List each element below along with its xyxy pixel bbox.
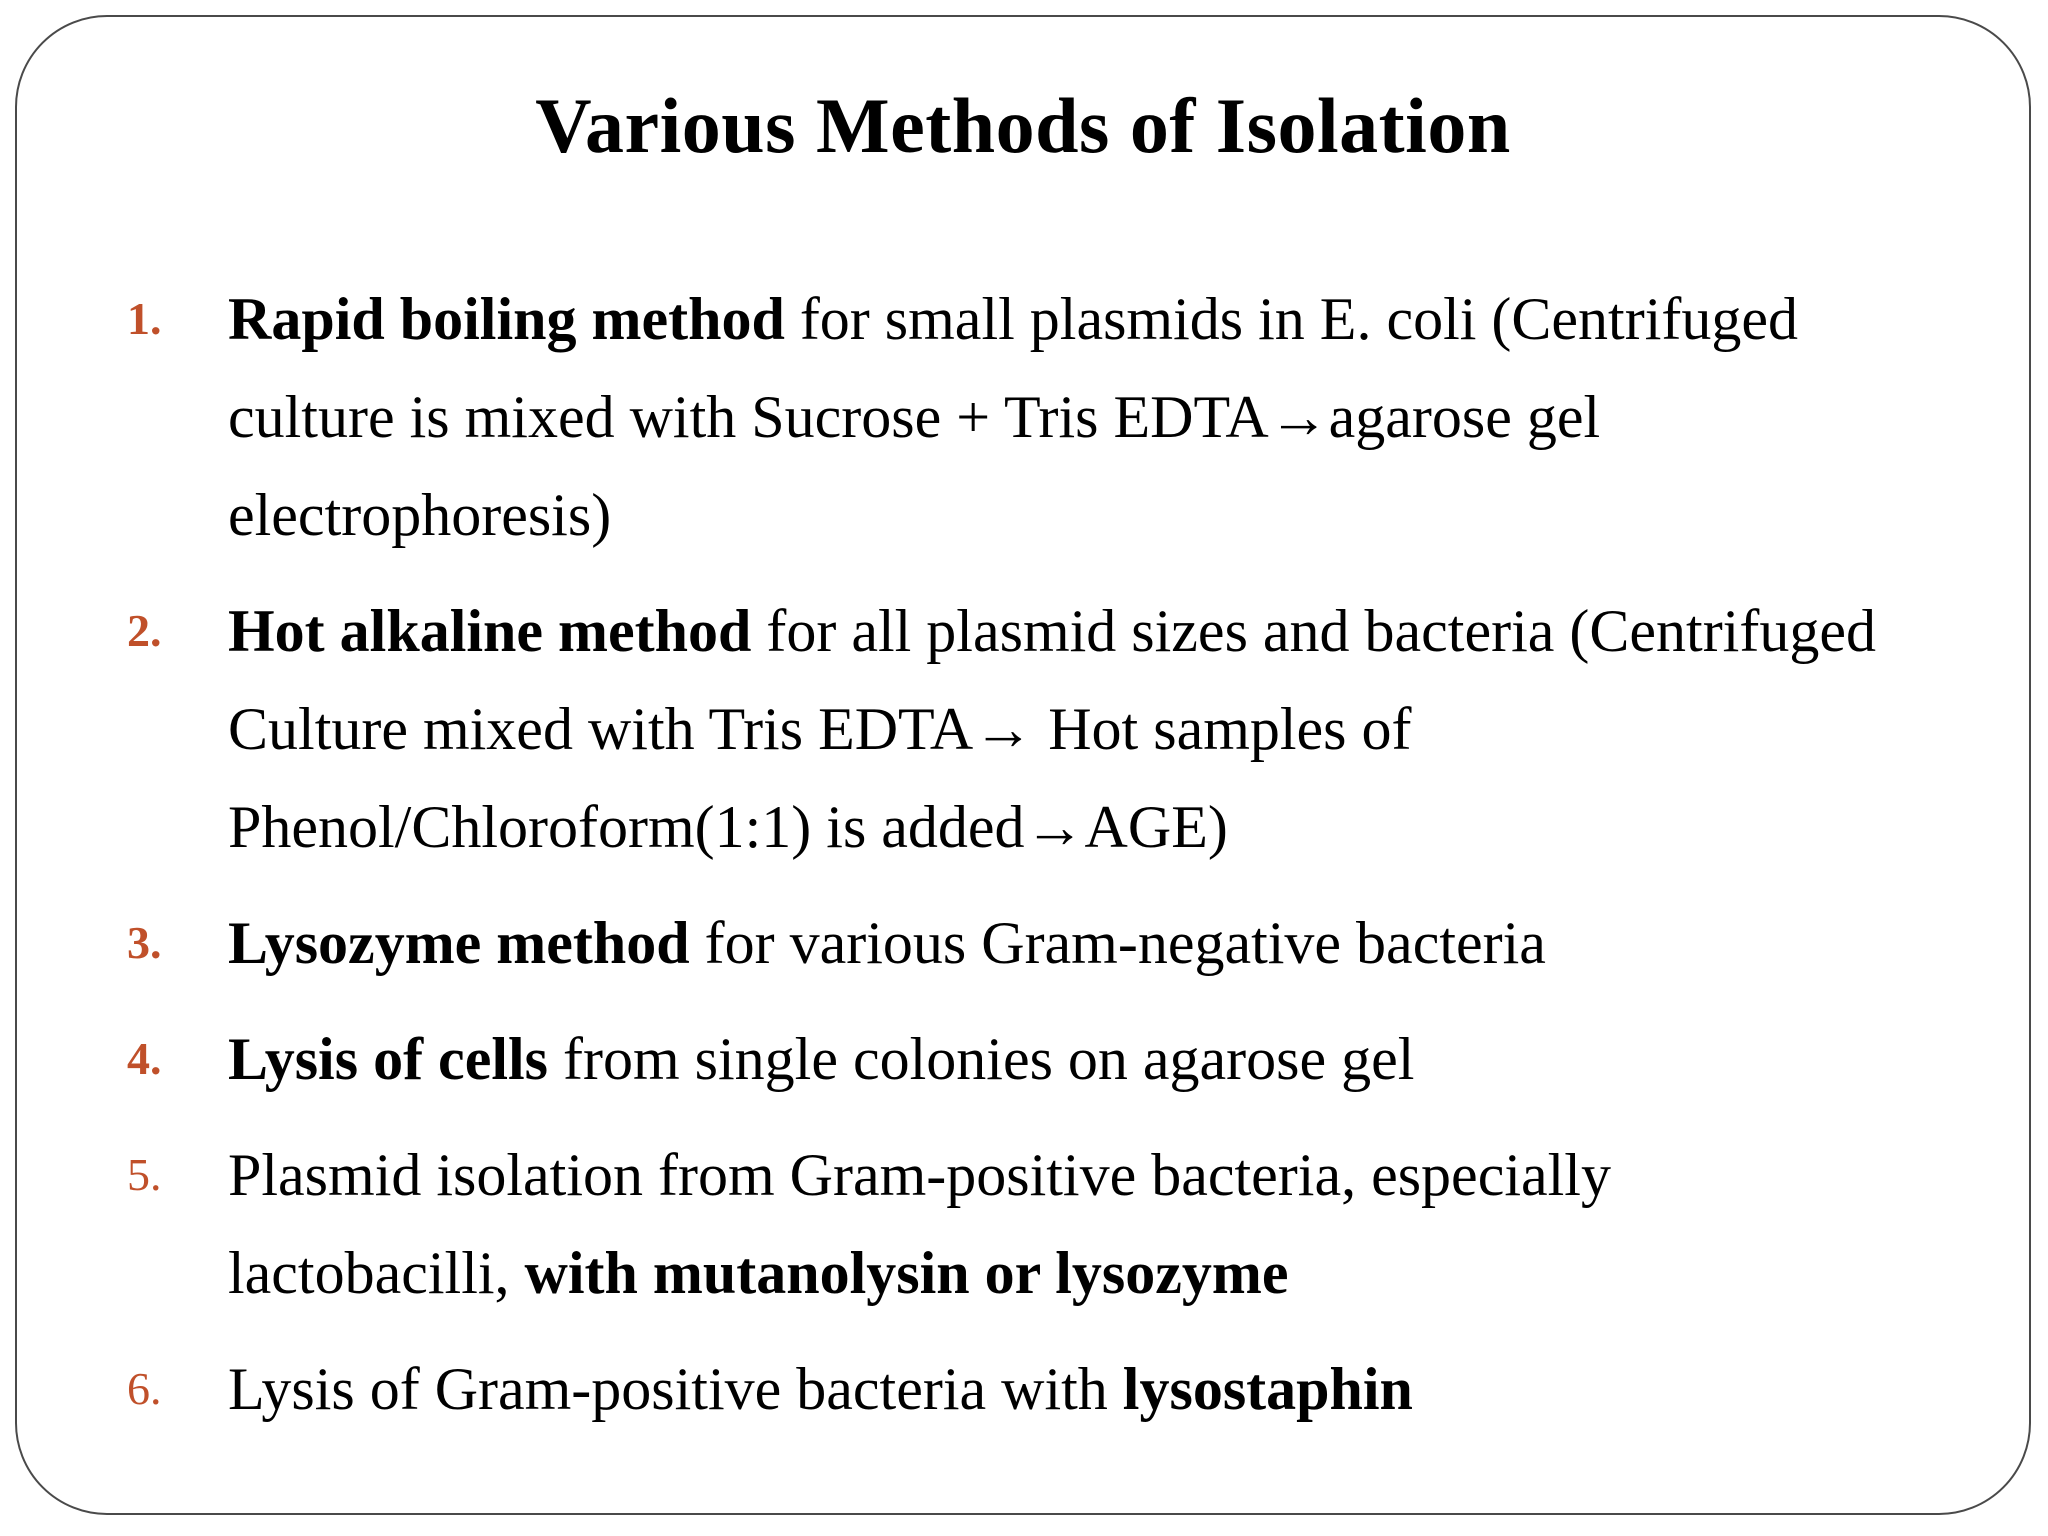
list-item bbox=[127, 1010, 1907, 1108]
item-text: for various Gram-negative bacteria bbox=[689, 910, 1546, 976]
slide bbox=[15, 15, 2031, 1515]
methods-list bbox=[127, 270, 1907, 1438]
item-text: for small plasmids in E. coli (Centrifuged culture is mixed with Sucrose + Tris EDTA→agarose gel electrophoresis) bbox=[228, 286, 1798, 548]
item-number: 5. bbox=[127, 1149, 162, 1200]
item-number: 6. bbox=[127, 1363, 162, 1414]
slide-title: Various Methods of Isolation bbox=[535, 82, 1511, 169]
item-text: for all plasmid sizes and bacteria (Centrifuged Culture mixed with Tris EDTA→ Hot samples of Phenol/Chloroform(1:1) is added→AGE) bbox=[228, 598, 1876, 860]
item-bold-lead: Hot alkaline method bbox=[228, 598, 752, 664]
item-bold-tail: with mutanolysin or lysozyme bbox=[524, 1240, 1289, 1306]
item-number: 2. bbox=[127, 605, 162, 656]
list-item bbox=[127, 1126, 1907, 1322]
item-bold-tail: lysostaphin bbox=[1122, 1356, 1413, 1422]
list-item bbox=[127, 894, 1907, 992]
item-number: 1. bbox=[127, 293, 162, 344]
item-bold-lead: Lysozyme method bbox=[228, 910, 690, 976]
list-item bbox=[127, 582, 1907, 876]
list-item bbox=[127, 270, 1907, 564]
item-number: 3. bbox=[127, 917, 162, 968]
list-item bbox=[127, 1340, 1907, 1438]
item-text: Lysis of Gram-positive bacteria with bbox=[228, 1356, 1123, 1422]
item-text: from single colonies on agarose gel bbox=[548, 1026, 1415, 1092]
item-text: Plasmid isolation from Gram-positive bacteria, especially lactobacilli, bbox=[228, 1142, 1611, 1306]
item-bold-lead: Rapid boiling method bbox=[228, 286, 785, 352]
item-number: 4. bbox=[127, 1033, 162, 1084]
item-bold-lead: Lysis of cells bbox=[228, 1026, 549, 1092]
